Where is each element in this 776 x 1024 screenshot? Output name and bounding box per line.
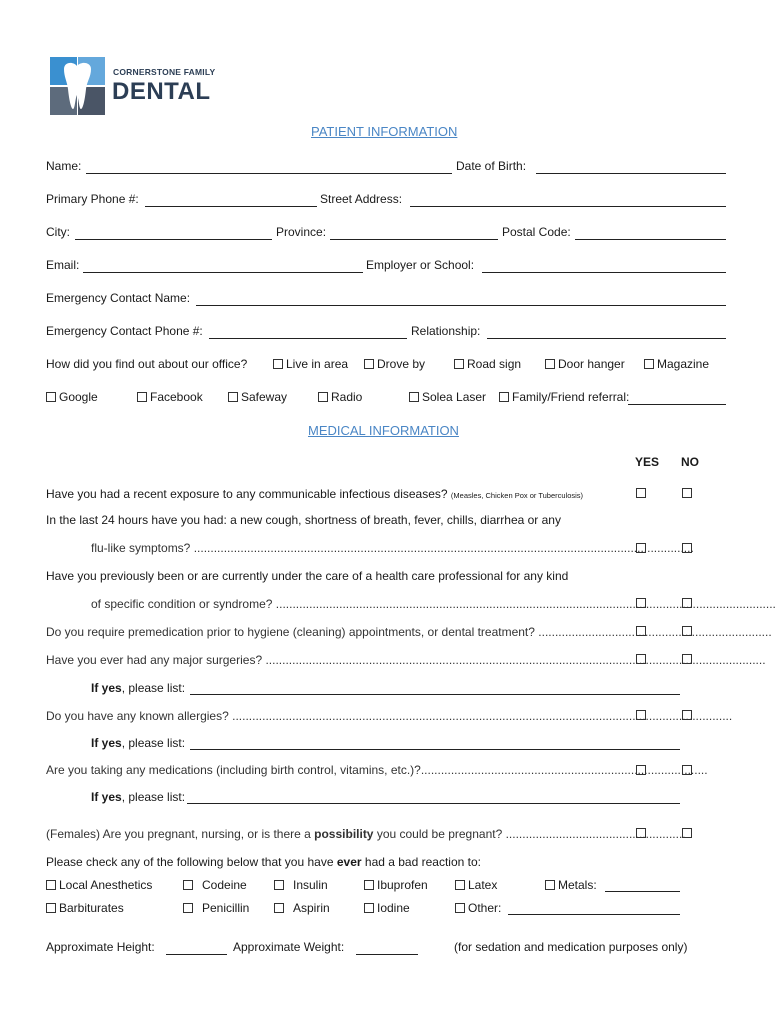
allergies-list-field[interactable] (190, 749, 680, 750)
care-no-checkbox[interactable] (682, 598, 692, 608)
relationship-label: Relationship: (411, 324, 481, 338)
reaction-insulin[interactable]: Insulin (274, 878, 328, 892)
source-solea-laser[interactable]: Solea Laser (409, 390, 486, 404)
patient-info-heading: PATIENT INFORMATION (311, 124, 458, 139)
metals-field[interactable] (605, 891, 680, 892)
surgeries-no-checkbox[interactable] (682, 654, 692, 664)
question-care-line1: Have you previously been or are currently under the care of a health care professional for any kind (46, 569, 569, 583)
premedication-no-checkbox[interactable] (682, 626, 692, 636)
reaction-other[interactable]: Other: (455, 901, 501, 915)
street-label: Street Address: (320, 192, 403, 206)
city-field[interactable] (75, 239, 272, 240)
reaction-aspirin[interactable]: Aspirin (274, 901, 330, 915)
reaction-ibuprofen[interactable]: Ibuprofen (364, 878, 428, 892)
name-label: Name: (46, 159, 82, 173)
source-door-hanger[interactable]: Door hanger (545, 357, 625, 371)
question-symptoms-line2: flu-like symptoms? ...................................................................................................................................................... (91, 541, 694, 555)
province-field[interactable] (330, 239, 498, 240)
medications-list-field[interactable] (187, 803, 680, 804)
question-symptoms-line1: In the last 24 hours have you had: a new cough, shortness of breath, fever, chills, diarrhea or any (46, 513, 561, 527)
employer-label: Employer or School: (366, 258, 475, 272)
checkbox-icon[interactable] (545, 359, 555, 369)
checkbox-icon[interactable] (364, 359, 374, 369)
premedication-yes-checkbox[interactable] (636, 626, 646, 636)
checkbox-icon[interactable] (183, 903, 193, 913)
medications-list-label: If yes, please list: (91, 790, 186, 804)
source-facebook[interactable]: Facebook (137, 390, 203, 404)
checkbox-icon[interactable] (499, 392, 509, 402)
checkbox-icon[interactable] (46, 880, 56, 890)
source-magazine[interactable]: Magazine (644, 357, 709, 371)
ec-name-label: Emergency Contact Name: (46, 291, 191, 305)
checkbox-icon[interactable] (274, 903, 284, 913)
checkbox-icon[interactable] (455, 880, 465, 890)
city-label: City: (46, 225, 70, 239)
name-field[interactable] (86, 173, 452, 174)
care-yes-checkbox[interactable] (636, 598, 646, 608)
email-field[interactable] (83, 272, 363, 273)
employer-field[interactable] (482, 272, 726, 273)
referral-field[interactable] (628, 404, 726, 405)
source-family-friend[interactable]: Family/Friend referral: (499, 390, 629, 404)
no-column-header: NO (681, 455, 699, 469)
reaction-codeine[interactable]: Codeine (183, 878, 247, 892)
postal-field[interactable] (575, 239, 726, 240)
reaction-barbiturates[interactable]: Barbiturates (46, 901, 124, 915)
medications-no-checkbox[interactable] (682, 765, 692, 775)
source-road-sign[interactable]: Road sign (454, 357, 521, 371)
surgeries-list-field[interactable] (190, 694, 680, 695)
postal-label: Postal Code: (502, 225, 571, 239)
height-label: Approximate Height: (46, 940, 155, 954)
yes-column-header: YES (635, 455, 660, 469)
height-field[interactable] (166, 954, 227, 955)
checkbox-icon[interactable] (455, 903, 465, 913)
question-exposure: Have you had a recent exposure to any communicable infectious diseases? (Measles, Chicken Pox or Tuberculosis) (46, 487, 584, 501)
province-label: Province: (276, 225, 327, 239)
pregnancy-no-checkbox[interactable] (682, 828, 692, 838)
dob-field[interactable] (536, 173, 726, 174)
checkbox-icon[interactable] (46, 903, 56, 913)
checkbox-icon[interactable] (274, 880, 284, 890)
weight-label: Approximate Weight: (233, 940, 345, 954)
how-found-label: How did you find out about our office? (46, 357, 248, 371)
logo-text-top: CORNERSTONE FAMILY (113, 67, 216, 77)
logo-text-main: DENTAL (112, 78, 211, 105)
ec-phone-label: Emergency Contact Phone #: (46, 324, 203, 338)
source-live-in-area[interactable]: Live in area (273, 357, 348, 371)
street-field[interactable] (410, 206, 726, 207)
source-google[interactable]: Google (46, 390, 98, 404)
tooth-logo-icon (48, 55, 107, 117)
question-pregnancy: (Females) Are you pregnant, nursing, or is there a possibility you could be pregnant? ...................................................... (46, 827, 686, 841)
relationship-field[interactable] (487, 338, 726, 339)
reaction-metals[interactable]: Metals: (545, 878, 597, 892)
medications-yes-checkbox[interactable] (636, 765, 646, 775)
phone-label: Primary Phone #: (46, 192, 139, 206)
source-safeway[interactable]: Safeway (228, 390, 287, 404)
question-premedication: Do you require premedication prior to hygiene (cleaning) appointments, or dental treatment? ...................................................................... (46, 625, 772, 639)
exposure-no-checkbox[interactable] (682, 488, 692, 498)
reaction-penicillin[interactable]: Penicillin (183, 901, 249, 915)
question-surgeries: Have you ever had any major surgeries? ...................................................................................................................................................... (46, 653, 766, 667)
checkbox-icon[interactable] (137, 392, 147, 402)
source-radio[interactable]: Radio (318, 390, 362, 404)
dob-label: Date of Birth: (456, 159, 527, 173)
question-medications: Are you taking any medications (including birth control, vitamins, etc.)?...................................................................................... (46, 763, 708, 777)
surgeries-list-label: If yes, please list: (91, 681, 186, 695)
allergies-no-checkbox[interactable] (682, 710, 692, 720)
checkbox-icon[interactable] (183, 880, 193, 890)
checkbox-icon[interactable] (364, 903, 374, 913)
checkbox-icon[interactable] (273, 359, 283, 369)
email-label: Email: (46, 258, 80, 272)
checkbox-icon[interactable] (318, 392, 328, 402)
checkbox-icon[interactable] (409, 392, 419, 402)
source-drove-by[interactable]: Drove by (364, 357, 425, 371)
ec-phone-field[interactable] (209, 338, 407, 339)
reaction-prompt: Please check any of the following below that you have ever had a bad reaction to: (46, 855, 481, 869)
reaction-iodine[interactable]: Iodine (364, 901, 410, 915)
allergies-list-label: If yes, please list: (91, 736, 186, 750)
checkbox-icon[interactable] (545, 880, 555, 890)
reaction-local-anesthetics[interactable]: Local Anesthetics (46, 878, 152, 892)
exposure-yes-checkbox[interactable] (636, 488, 646, 498)
surgeries-yes-checkbox[interactable] (636, 654, 646, 664)
question-allergies: Do you have any known allergies? ...................................................................................................................................................... (46, 709, 733, 723)
purpose-note: (for sedation and medication purposes only) (454, 940, 688, 954)
allergies-yes-checkbox[interactable] (636, 710, 646, 720)
checkbox-icon[interactable] (228, 392, 238, 402)
ec-name-field[interactable] (196, 305, 726, 306)
phone-field[interactable] (145, 206, 317, 207)
reaction-latex[interactable]: Latex (455, 878, 497, 892)
symptoms-no-checkbox[interactable] (682, 543, 692, 553)
checkbox-icon[interactable] (46, 392, 56, 402)
checkbox-icon[interactable] (364, 880, 374, 890)
symptoms-yes-checkbox[interactable] (636, 543, 646, 553)
checkbox-icon[interactable] (454, 359, 464, 369)
pregnancy-yes-checkbox[interactable] (636, 828, 646, 838)
medical-info-heading: MEDICAL INFORMATION (308, 423, 459, 438)
weight-field[interactable] (356, 954, 418, 955)
question-care-line2: of specific condition or syndrome? ...................................................................................................................................................... (91, 597, 776, 611)
checkbox-icon[interactable] (644, 359, 654, 369)
other-field[interactable] (508, 914, 680, 915)
